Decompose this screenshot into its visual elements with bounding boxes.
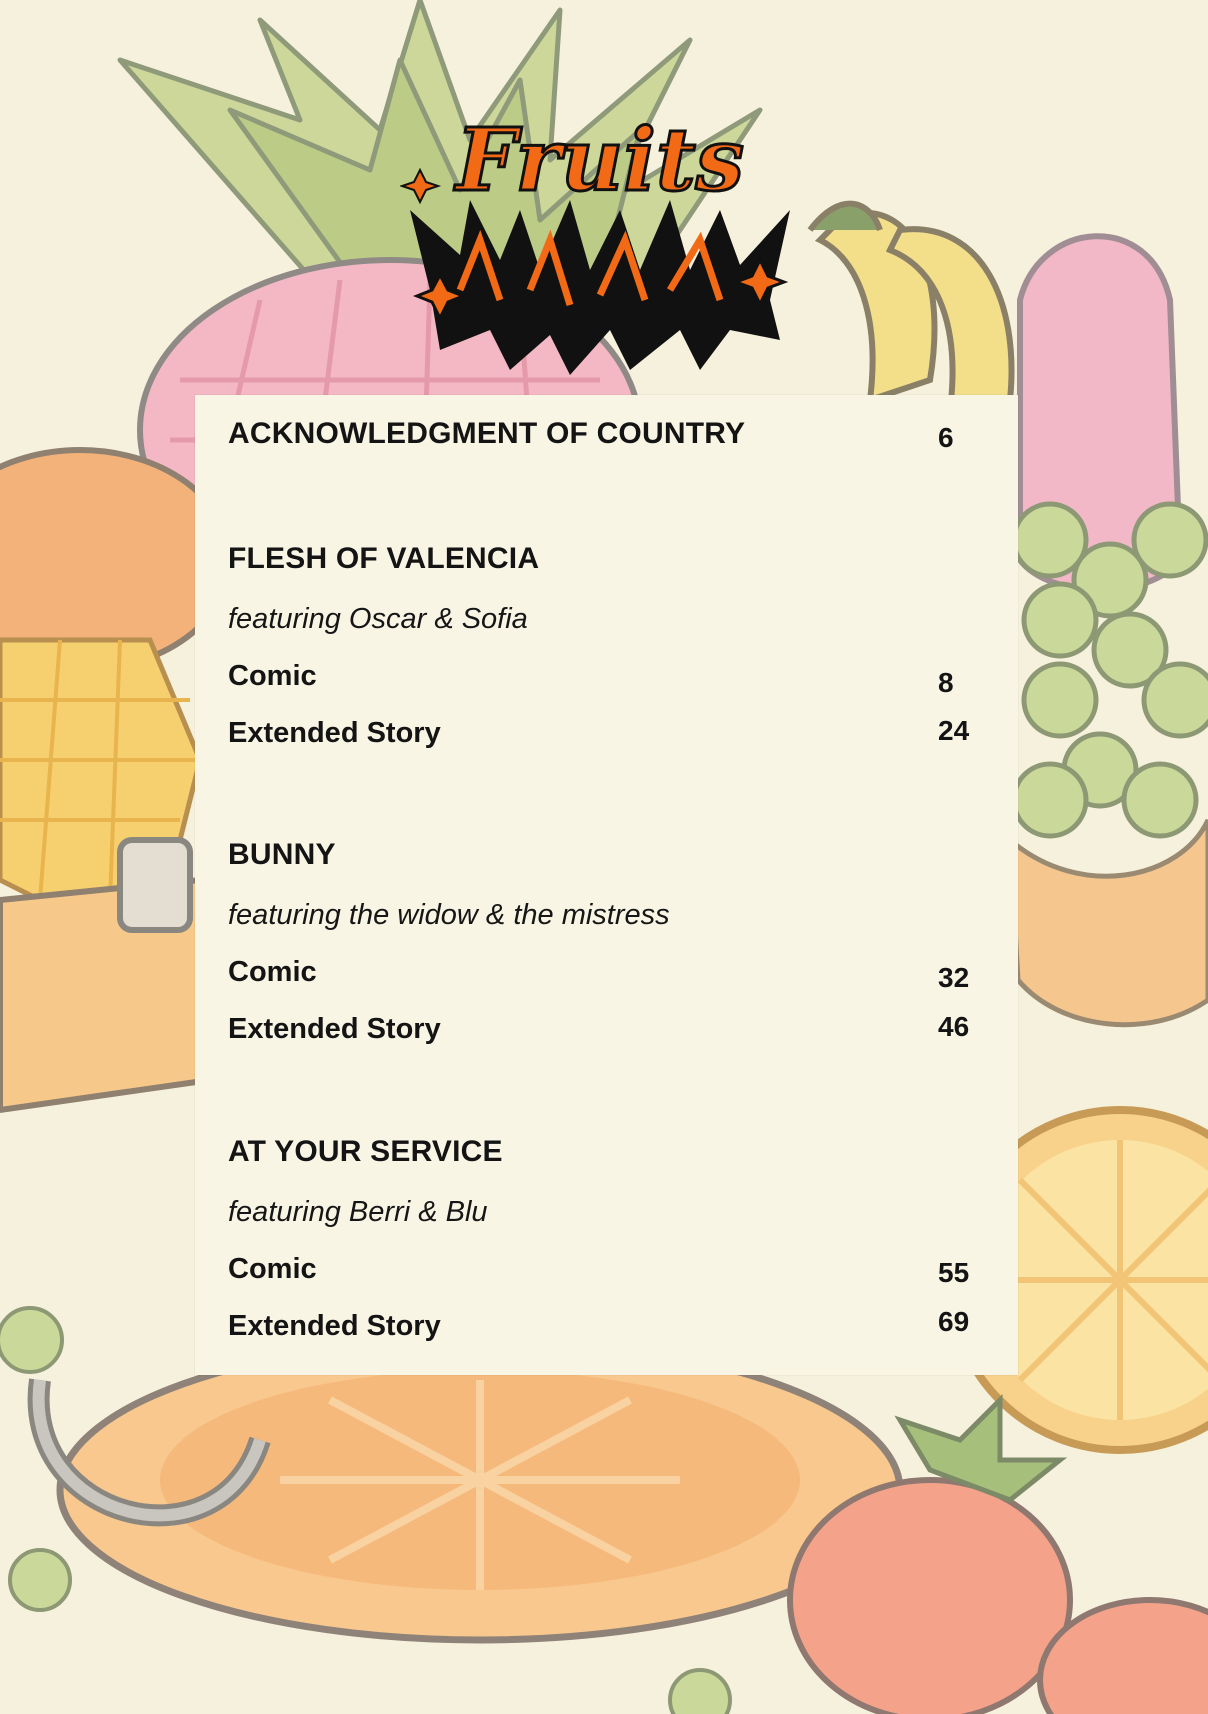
table-of-contents: [195, 395, 1018, 1375]
section-featuring: featuring Oscar & Sofia: [228, 603, 528, 635]
comic-page-number: 32: [938, 962, 970, 993]
acknowledgment-page-number: 6: [938, 422, 954, 453]
section-title-flesh-of-valencia: FLESH OF VALENCIA: [228, 542, 540, 575]
comic-label: Comic: [228, 1253, 317, 1285]
comic-page-number: 8: [938, 667, 954, 698]
extended-story-page-number: 46: [938, 1011, 970, 1042]
section-title-at-your-service: AT YOUR SERVICE: [228, 1135, 503, 1168]
fruits-jams-logo: [400, 90, 800, 380]
acknowledgment-title: ACKNOWLEDGMENT OF COUNTRY: [228, 417, 746, 450]
section-title-bunny: BUNNY: [228, 838, 336, 871]
section-featuring: featuring Berri & Blu: [228, 1196, 488, 1228]
grapes-icon: [1014, 504, 1208, 836]
extended-story-label: Extended Story: [228, 1013, 441, 1045]
logo-fruits-text: Fruits: [455, 110, 745, 211]
extended-story-page-number: 24: [938, 715, 970, 746]
extended-story-page-number: 69: [938, 1306, 970, 1337]
comic-page-number: 55: [938, 1257, 970, 1288]
extended-story-label: Extended Story: [228, 1310, 441, 1342]
orange-plate-icon: [60, 1340, 900, 1640]
extended-story-label: Extended Story: [228, 717, 441, 749]
section-featuring: featuring the widow & the mistress: [228, 899, 670, 931]
comic-label: Comic: [228, 956, 317, 988]
comic-label: Comic: [228, 660, 317, 692]
